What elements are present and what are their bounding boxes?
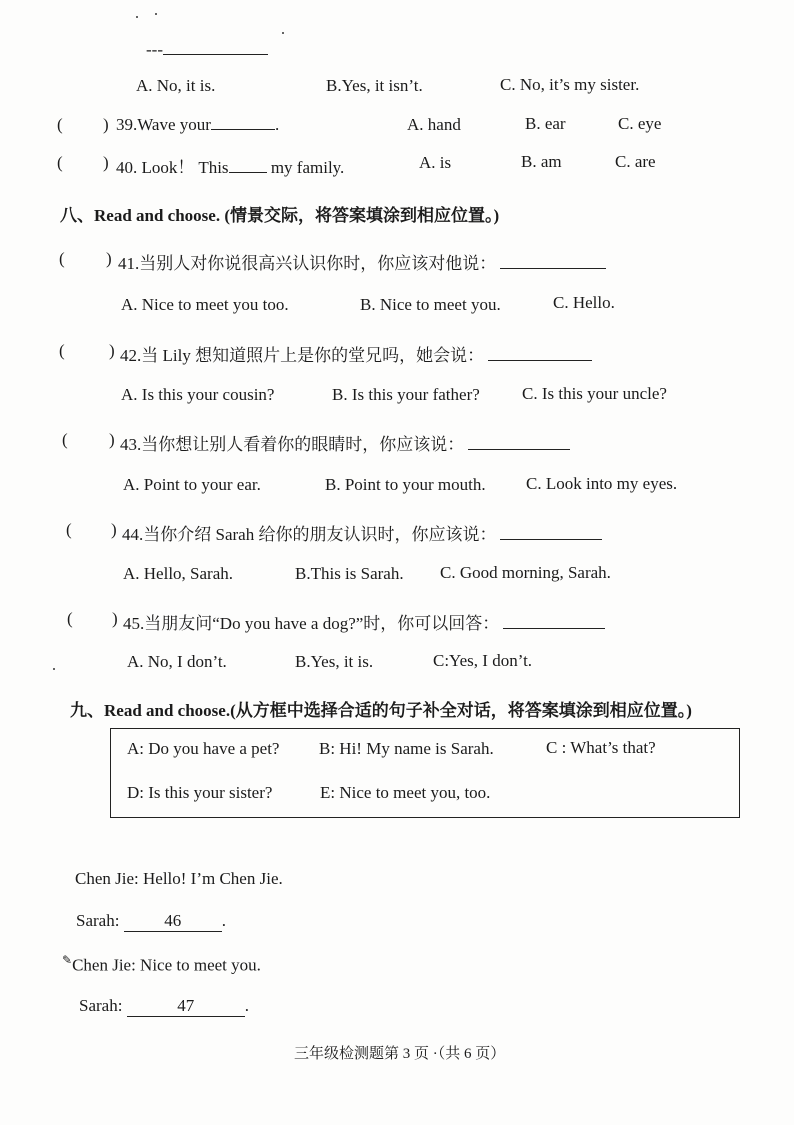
speck	[136, 16, 138, 18]
q38-option-c: C. No, it’s my sister.	[500, 75, 640, 94]
speck	[282, 32, 284, 34]
q44-option-c: C. Good morning, Sarah.	[440, 563, 611, 582]
dialogue-line-1: Chen Jie: Hello! I’m Chen Jie.	[75, 869, 283, 888]
q44-option-b: B.This is Sarah.	[295, 564, 404, 583]
q45-option-b: B.Yes, it is.	[295, 652, 374, 671]
q42-option-c: C. Is this your uncle?	[522, 384, 667, 403]
q44-paren-close: )	[111, 520, 117, 539]
q40-stem: 40. Look！ This my family.	[116, 158, 345, 177]
q41-stem: 41.当别人对你说很高兴认识你时，你应该对他说：	[118, 249, 606, 274]
section-8-heading: 八、Read and choose. (情景交际，将答案填涂到相应位置。)	[60, 206, 500, 225]
q40-option-b: B. am	[521, 152, 562, 171]
q45-option-c: C:Yes, I don’t.	[433, 651, 533, 670]
q44-stem: 44.当你介绍 Sarah 给你的朋友认识时，你应该说：	[122, 520, 602, 545]
q41-option-b: B. Nice to meet you.	[360, 295, 501, 314]
q41-option-a: A. Nice to meet you too.	[121, 295, 289, 314]
q45-stem: 45.当朋友问“Do you have a dog?”时，你可以回答：	[123, 609, 605, 634]
q40-paren-close: )	[103, 153, 109, 172]
blank-46: 46	[124, 911, 222, 932]
speck	[155, 13, 157, 15]
q42-stem: 42.当 Lily 想知道照片上是你的堂兄吗，她会说：	[120, 341, 592, 366]
dialogue-line-3: ✎Chen Jie: Nice to meet you.	[62, 953, 261, 975]
q44-option-a: A. Hello, Sarah.	[123, 564, 234, 583]
q43-option-c: C. Look into my eyes.	[526, 474, 678, 493]
q41-paren-open: (	[59, 249, 65, 268]
section-9-heading: 九、Read and choose.(从方框中选择合适的句子补全对话，将答案填涂到相应位置。)	[70, 701, 692, 720]
box-choice-c: C : What’s that?	[546, 738, 656, 757]
q42-paren-close: )	[109, 341, 115, 360]
q38-answer-line: ---	[146, 40, 268, 60]
q43-paren-open: (	[62, 430, 68, 449]
q41-option-c: C. Hello.	[553, 293, 615, 312]
q42-option-b: B. Is this your father?	[332, 385, 480, 404]
q43-option-a: A. Point to your ear.	[123, 475, 261, 494]
dialogue-line-2: Sarah: 46 .	[76, 911, 226, 930]
q45-paren-close: )	[112, 609, 118, 628]
q39-option-c: C. eye	[618, 114, 662, 133]
q43-option-b: B. Point to your mouth.	[325, 475, 486, 494]
q38-option-b: B.Yes, it isn’t.	[326, 76, 423, 95]
q43-stem: 43.当你想让别人看着你的眼睛时，你应该说：	[120, 430, 570, 455]
q40-paren-open: (	[57, 153, 63, 172]
q42-paren-open: (	[59, 341, 65, 360]
speck	[53, 668, 55, 670]
q42-option-a: A. Is this your cousin?	[121, 385, 275, 404]
page-footer: 三年级检测题第 3 页 ·（共 6 页）	[294, 1046, 506, 1062]
q43-paren-close: )	[109, 430, 115, 449]
q45-option-a: A. No, I don’t.	[127, 652, 227, 671]
q45-paren-open: (	[67, 609, 73, 628]
q39-stem: 39.Wave your .	[116, 115, 280, 134]
blank-47: 47	[127, 996, 245, 1017]
box-choice-b: B: Hi! My name is Sarah.	[319, 739, 494, 758]
q39-paren-close: )	[103, 115, 109, 134]
mark-icon: ✎	[62, 953, 73, 967]
q44-paren-open: (	[66, 520, 72, 539]
q40-option-a: A. is	[419, 153, 452, 172]
q39-paren-open: (	[57, 115, 63, 134]
q39-option-a: A. hand	[407, 115, 461, 134]
q38-option-a: A. No, it is.	[136, 76, 216, 95]
box-choice-e: E: Nice to meet you, too.	[320, 783, 491, 802]
box-choice-d: D: Is this your sister?	[127, 783, 273, 802]
box-choice-a: A: Do you have a pet?	[127, 739, 280, 758]
dialogue-line-4: Sarah: 47 .	[79, 996, 249, 1015]
q40-option-c: C. are	[615, 152, 656, 171]
q39-option-b: B. ear	[525, 114, 566, 133]
q41-paren-close: )	[106, 249, 112, 268]
